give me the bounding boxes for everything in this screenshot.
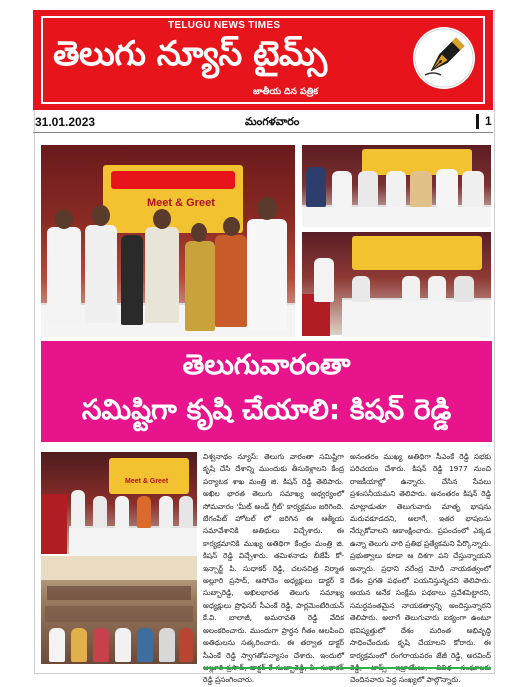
- person: [358, 171, 378, 207]
- banner-text: Meet & Greet: [147, 197, 215, 209]
- person: [159, 628, 175, 662]
- person: [352, 276, 370, 302]
- person-head: [92, 205, 110, 226]
- main-event-photo: [41, 145, 295, 335]
- person: [137, 496, 151, 528]
- person: [47, 227, 81, 323]
- stage-table: [69, 526, 197, 556]
- article-column-1: విశ్వనాథం న్యూస్: తెలుగు వారంతా సమిష్టిగా కృషి చేసి దేశాన్ని ముందుకు తీసుకెళ్లాలని కేంద్ర పర్యాటక శాఖ మంత్రి జి. కిషన్ రెడ్డి తెలిపారు. అఖిల భారత తెలుగు సమాఖ్య ఆధ్వర్యంలో సోమవారం 'మీట్ అండ్ గ్రీట్' కార్యక్రమం జరిగింది. బేగంపేట్ హోటల్ లో జరిగిన ఈ ఆత్మీయ సమావేశానికి అతిథులు విచ్చేశారు. ఈ కార్యక్రమానికి ముఖ్య అతిథిగా కేంద్రం మంత్రి జి. కిషన్ రెడ్డి విచ్చేశారు. తమిళనాడు బీజేపీ కో- ఇన్చార్జ్ పి. సుధాకర్ రెడ్డి, చలనచిత్ర నిర్మాత అల్లూరి ప్రసాద్, ఆసోచెం అధ్యక్షులు డాక్టర్ కె సుబ్బారెడ్డి, అఖిలభారత తెలుగు సమాఖ్య అధ్యక్షులు ప్రొఫెసర్ సీఎంకే రెడ్డి, పార్లమెంటేరియన్ కే.వి. బాలాజీ, అమరావతి రెడ్డి వేదిక అలంకరించారు. ముందుగా ప్రార్థన గీతం ఆలపించి అతిథులను సత్కరించారు. ఈ తర్వాత డాక్టర్ సీఎంకే రెడ్డి స్వాగతోపన్యాసం చేశారు. ఇందులో రెడ్డి ప్రసంగించారు.: [203, 452, 344, 685]
- audience-photo: [41, 556, 197, 664]
- issue-day: మంగళవారం: [245, 115, 300, 128]
- headline-box: [41, 341, 492, 442]
- masthead-kicker: TELUGU NEWS TIMES: [168, 20, 281, 31]
- issue-date: 31.01.2023: [35, 115, 96, 129]
- footer-rule: [203, 667, 491, 669]
- person: [93, 496, 107, 528]
- person: [454, 276, 474, 302]
- person: [71, 490, 85, 528]
- date-bar: [33, 114, 493, 133]
- person: [386, 171, 406, 207]
- person: [332, 171, 352, 207]
- person: [215, 235, 247, 327]
- person: [306, 167, 326, 207]
- person: [93, 628, 109, 662]
- person: [71, 628, 87, 662]
- event-banner: [109, 458, 189, 494]
- audience-row: [45, 606, 193, 622]
- person: [137, 628, 153, 662]
- person: [145, 227, 179, 323]
- person: [115, 628, 131, 662]
- person: [410, 171, 432, 207]
- event-banner: [352, 236, 482, 270]
- podium: [41, 494, 67, 554]
- person: [402, 276, 420, 302]
- masthead-subtitle: జాతీయ దిన పత్రిక: [253, 87, 319, 97]
- headline-line-1: తెలుగువారంతా: [182, 348, 351, 381]
- person-head: [153, 209, 171, 229]
- stage-photo-bottom: [41, 452, 197, 554]
- headline-line-2: సమిష్టిగా కృషి చేయాలి: కిషన్ రెడ్డి: [81, 393, 452, 426]
- person: [247, 219, 287, 331]
- audience-row: [47, 586, 191, 600]
- hall-ceiling: [41, 556, 197, 580]
- person: [159, 496, 173, 528]
- person: [428, 276, 446, 302]
- event-banner: [103, 165, 243, 233]
- page-number: 1: [476, 114, 492, 129]
- person: [314, 258, 334, 302]
- stage-photo-speaker: [302, 232, 491, 335]
- person: [115, 496, 129, 528]
- stage-photo-top: [302, 145, 491, 225]
- person: [49, 628, 65, 662]
- stage-table: [342, 298, 491, 337]
- person-head: [191, 223, 207, 242]
- stage-table: [302, 205, 491, 227]
- person: [436, 169, 458, 207]
- person: [179, 628, 193, 662]
- person: [121, 235, 143, 325]
- banner-text: Meet & Greet: [125, 478, 169, 485]
- article-column-2: అనంతరం ముఖ్య అతిథిగా సీఎంకే రెడ్డి సభకు పరిచయం చేశారు. కిషన్ రెడ్డి 1977 నుంచి రాజకీయాల్లో ఉన్నారు. చేసిన సేవలు ప్రశంసనీయమని తెలిపారు. అనంతరం కిషన్ రెడ్డి మాట్లాడుతూ తెలుగువారు మాతృ భాషను మరువకూడదని, అలాగే, ఇతర భాషలను నేర్చుకోవాలని ఆకాంక్షించారు. ప్రపంచంలో ఎక్కడ ఉన్నా తెలుగు వారి ప్రతిభ ప్రత్యేకమని పేర్కొన్నారు. ప్రభుత్వాలు కూడా ఆ దిశగా పని చేస్తున్నాయని అన్నారు. ప్రధాని నరేంద్ర మోదీ నాయకత్వంలో దేశం ప్రగతి పథంలో పయనిస్తున్నదని తెలిపారు. ఆయన అనేక సంక్షేమ పథకాలు ప్రవేశపెట్టారని, సమర్థవంతమైన నాయకత్వాన్ని అందిస్తున్నారని తెలిపారు. అలాగే తెలుగువారు ఐక్యంగా ఉంటూ భవిష్యత్తులో దేశం మరింత అభివృద్ధి సాధించేందుకు కృషి చేయాలని కోరారు. ఈ కార్యక్రమంలో రంగరాయవరం జేజీ రెడ్డి, అరవింద్ చెందినవారు పెద్ద సంఖ్యలో పాల్గొన్నారు.: [350, 452, 491, 685]
- fountain-pen-icon: [413, 27, 475, 89]
- person-head: [223, 217, 240, 236]
- masthead-title: తెలుగు న్యూస్ టైమ్స్: [53, 34, 327, 74]
- person: [85, 225, 117, 323]
- masthead: [33, 10, 493, 110]
- person: [462, 171, 484, 207]
- person: [179, 496, 193, 528]
- person: [185, 241, 215, 331]
- person-head: [257, 197, 277, 220]
- person-head: [55, 209, 73, 229]
